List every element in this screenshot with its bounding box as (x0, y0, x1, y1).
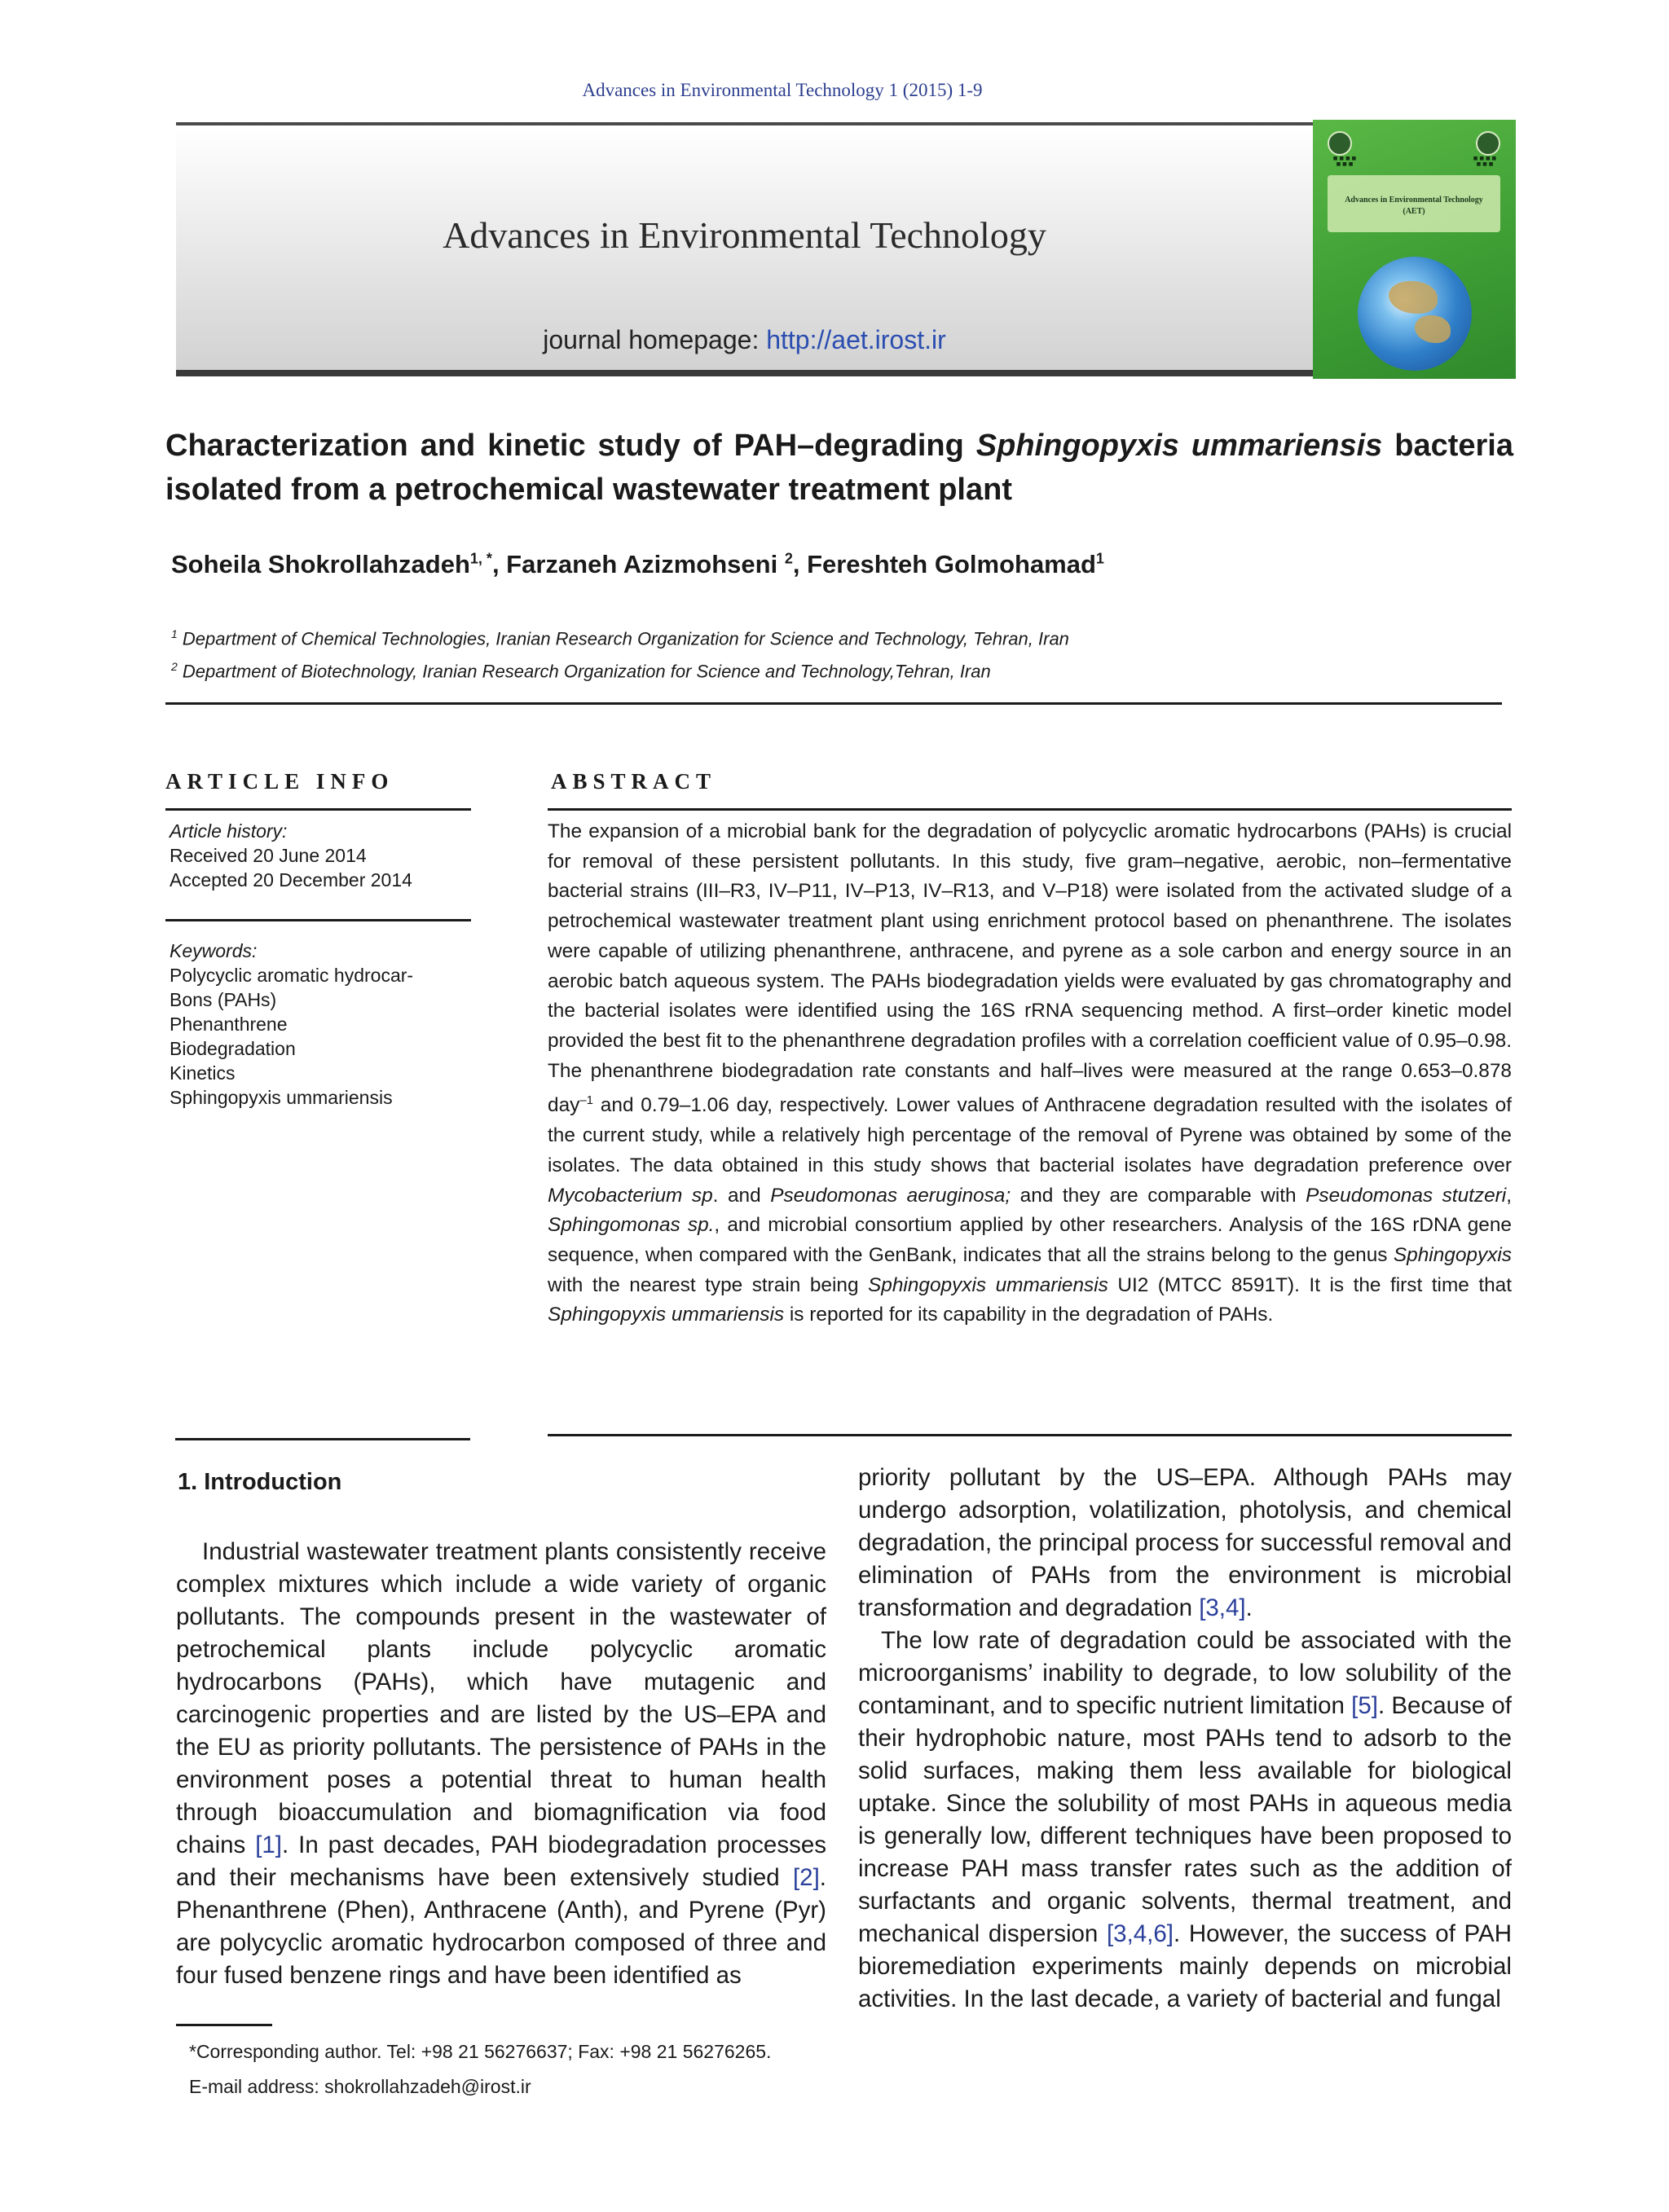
corresponding-author: *Corresponding author. Tel: +98 21 56276637; Fax: +98 21 56276265. (189, 2041, 772, 2062)
globe-land-icon (1389, 281, 1438, 314)
institution-seal-icon (1476, 131, 1500, 156)
intro-text: . However, the success of PAH bioremediation experiments mainly depends on microbial activities. In the last decade, a variety of bacterial and fungal (858, 1920, 1512, 2012)
abstract-part: . and (712, 1184, 771, 1207)
citation-link[interactable]: [2] (792, 1864, 820, 1891)
keyword: Sphingopyxis ummariensis (170, 1087, 393, 1108)
journal-cover-image (1313, 120, 1516, 379)
keyword: Biodegradation (170, 1038, 296, 1059)
intro-text: . Because of their hydrophobic nature, most PAHs tend to adsorb to the solid surfaces, making them less available for biological uptake. Since the solubility of most PAHs in aqueous media is generally low, different techniques have been proposed to increase PAH mass transfer rates such as the addition of surfactants and organic solvents, thermal treatment, and mechanical dispersion (858, 1692, 1512, 1947)
article-info-heading: ARTICLE INFO (165, 769, 394, 794)
intro-text: . In past decades, PAH biodegradation processes and their mechanisms have been extensively studied (176, 1832, 826, 1891)
intro-text: priority pollutant by the US–EPA. Although PAHs may undergo adsorption, volatilization, photolysis, and chemical degradation, the principal process for successful removal and elimination of PAHs from the environment is microbial transformation and degradation (858, 1464, 1512, 1621)
citation-link[interactable]: [1] (255, 1832, 283, 1858)
abstract-part: is reported for its capability in the degradation of PAHs. (784, 1304, 1274, 1326)
author-affiliation-mark: 2 (784, 550, 793, 567)
seal-caption-decoration: ■ ■ ■ ■ ■ ■ ■ (1332, 156, 1357, 167)
abstract-species: Pseudomonas stutzeri (1306, 1184, 1507, 1207)
abstract-species: Sphingopyxis ummariensis (548, 1304, 785, 1326)
intro-text: . (1245, 1594, 1253, 1621)
paper-title (165, 424, 1513, 512)
affiliation-2 (171, 660, 991, 682)
abstract-part: The expansion of a microbial bank for the degradation of polycyclic aromatic hydrocarbons (PAHs) is crucial for removal of these persistent pollutants. In this study, five gram–negative, aerobic, non–fermentative bacterial strains (III–R3, IV–P11, IV–P13, IV–R13, and V–P18) were isolated from the activated sludge of a petrochemical wastewater treatment plant using enrichment protocol based on phenanthrene. The isolates were capable of utilizing phenanthrene, anthracene, and pyrene as a sole carbon and energy source in an aerobic batch aqueous system. The PAHs biodegradation yields were evaluated by gas chromatography and the bacterial isolates were identified using the 16S rRNA sequencing method. A first–order kinetic model provided the best fit to the phenanthrene degradation profiles with a correlation coefficient value of 0.95–0.98. The phenanthrene biodegradation rate constants and half–lives were measured at the range 0.653–0.878 day (548, 820, 1512, 1117)
keyword: Kinetics (170, 1062, 236, 1084)
divider (165, 808, 471, 811)
introduction-heading: 1. Introduction (178, 1469, 342, 1495)
title-part: Characterization and kinetic study of PAH–degrading (165, 429, 976, 463)
abstract-part: UI2 (MTCC 8591T). It is the first time that (1108, 1273, 1513, 1296)
keywords (170, 939, 413, 1110)
cover-title (1328, 195, 1500, 218)
intro-text: The low rate of degradation could be associated with the microorganisms’ inability to degrade, to low solubility of the contaminant, and to specific nutrient limitation (858, 1627, 1512, 1719)
abstract-species: Sphingomonas sp. (548, 1214, 715, 1237)
author-name: , Farzaneh Azizmohseni (491, 550, 785, 578)
divider (548, 1434, 1512, 1436)
abstract-part: and they are comparable with (1011, 1184, 1306, 1207)
divider (548, 808, 1512, 811)
author-email[interactable]: E-mail address: shokrollahzadeh@irost.ir (189, 2076, 531, 2097)
homepage-link[interactable]: http://aet.irost.ir (766, 325, 946, 354)
affiliation-mark: 2 (171, 660, 178, 673)
homepage-label: journal homepage: (543, 325, 760, 354)
cover-title-line1: Advances in Environmental Technology (1345, 196, 1483, 204)
author-name: Soheila Shokrollahzadeh (171, 550, 470, 578)
author-affiliation-mark: 1, * (469, 550, 492, 567)
intro-paragraph (858, 1625, 1512, 2016)
divider (175, 1438, 470, 1440)
intro-text: . Phenanthrene (Phen), Anthracene (Anth), and Pyrene (Pyr) are polycyclic aromatic hydrocarbon composed of three and four fused benzene rings and have been identified as (176, 1864, 826, 1989)
keywords-label: Keywords: (170, 940, 258, 961)
affiliation-mark: 1 (171, 627, 178, 640)
cover-title-line2: (AET) (1403, 207, 1425, 216)
history-label: Article history: (170, 820, 288, 842)
seal-caption-decoration: ■ ■ ■ ■ ■ ■ ■ (1473, 156, 1497, 167)
citation-link[interactable]: [3,4] (1199, 1594, 1246, 1621)
abstract-part: and 0.79–1.06 day, respectively. Lower values of Anthracene degradation resulted with the isolates of the current study, while a relatively high percentage of the removal of Pyrene was obtained by some of the isolates. The data obtained in this study shows that bacterial isolates have degradation preference over (548, 1094, 1512, 1176)
institution-seal-icon (1328, 131, 1352, 156)
abstract-heading: ABSTRACT (551, 769, 717, 794)
keyword: Polycyclic aromatic hydrocar- (170, 965, 414, 986)
abstract-part: , and microbial consortium applied by other researchers. Analysis of the 16S rDNA gene sequence, when compared with the GenBank, indicates that all the strains belong to the genus (548, 1214, 1512, 1266)
accepted-date: Accepted 20 December 2014 (170, 869, 412, 891)
keyword: Phenanthrene (170, 1014, 288, 1035)
abstract-species: Sphingopyxis ummariensis (868, 1273, 1108, 1296)
article-history (170, 819, 412, 892)
globe-land-icon (1415, 315, 1451, 343)
intro-paragraph (858, 1462, 1512, 1625)
introduction-left-column (176, 1536, 826, 1992)
running-header: Advances in Environmental Technology 1 (2015) 1-9 (582, 80, 983, 100)
globe-icon (1358, 257, 1472, 371)
abstract-species: Pseudomonas aeruginosa; (770, 1184, 1011, 1207)
abstract-superscript: –1 (579, 1093, 594, 1108)
footnote-rule (176, 2024, 272, 2026)
journal-name: Advances in Environmental Technology (443, 214, 1046, 256)
abstract-part: with the nearest type strain being (548, 1273, 869, 1296)
divider (165, 702, 1502, 705)
intro-text: Industrial wastewater treatment plants consistently receive complex mixtures which include a wide variety of organic pollutants. The compounds present in the wastewater of petrochemical plants include polycyclic aromatic hydrocarbons (PAHs), which have mutagenic and carcinogenic properties and are listed by the US–EPA and the EU as priority pollutants. The persistence of PAHs in the environment poses a potential threat to human health through bioaccumulation and biomagnification via food chains (176, 1538, 826, 1858)
journal-homepage (176, 325, 1313, 355)
citation-link[interactable]: [3,4,6] (1106, 1920, 1174, 1947)
author-affiliation-mark: 1 (1095, 550, 1104, 567)
affiliation-text: Department of Chemical Technologies, Iranian Research Organization for Science and Technology, Tehran, Iran (177, 628, 1069, 649)
received-date: Received 20 June 2014 (170, 845, 367, 866)
divider (165, 919, 471, 921)
author-list (171, 550, 1104, 579)
abstract-text (548, 817, 1512, 1330)
introduction-right-column (858, 1462, 1512, 2016)
citation-link[interactable]: [5] (1351, 1692, 1378, 1719)
title-species: Sphingopyxis ummariensis (975, 429, 1383, 463)
abstract-species: Mycobacterium sp (548, 1184, 713, 1207)
title-part: bacteria isolated from a petrochemical wastewater treatment plant (165, 429, 1513, 507)
affiliation-1 (171, 627, 1069, 649)
abstract-species: Sphingopyxis (1393, 1243, 1512, 1266)
keyword: Bons (PAHs) (170, 989, 277, 1010)
abstract-part: , (1506, 1184, 1513, 1207)
author-name: , Fereshteh Golmohamad (792, 550, 1096, 578)
affiliation-text: Department of Biotechnology, Iranian Research Organization for Science and Technology,Tehran, Iran (177, 661, 991, 682)
